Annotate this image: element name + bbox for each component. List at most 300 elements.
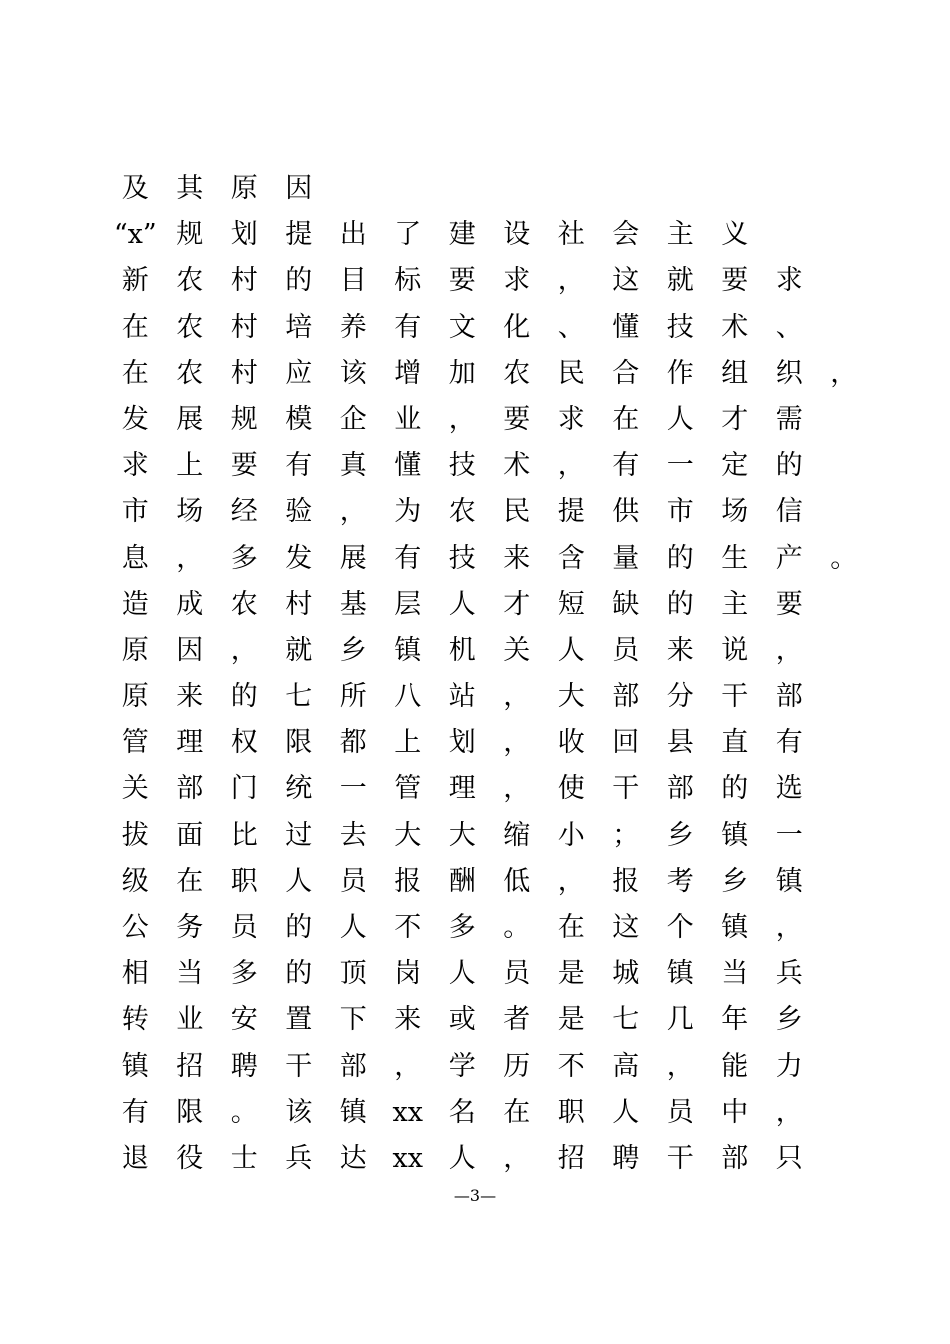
text-glyph: ， — [775, 1096, 803, 1128]
text-glyph: 义 — [721, 219, 749, 251]
text-glyph: 化 — [503, 311, 531, 343]
text-glyph: 要 — [448, 265, 476, 297]
text-glyph: 部 — [666, 773, 694, 805]
text-line — [108, 1044, 868, 1090]
text-glyph: 场 — [176, 496, 204, 528]
text-glyph: 就 — [666, 265, 694, 297]
text-glyph: 理 — [176, 727, 204, 759]
text-glyph: 中 — [721, 1096, 749, 1128]
text-glyph: 镇 — [339, 1096, 367, 1128]
text-glyph: 新 — [121, 265, 149, 297]
text-glyph: 人 — [612, 1096, 640, 1128]
text-glyph: 求 — [121, 450, 149, 482]
text-glyph: 人 — [448, 958, 476, 990]
text-glyph: 术 — [503, 450, 531, 482]
text-glyph: 在 — [121, 311, 149, 343]
text-glyph: 划 — [448, 727, 476, 759]
text-glyph: 这 — [612, 265, 640, 297]
text-line — [108, 720, 868, 766]
text-glyph: 说 — [721, 634, 749, 666]
text-glyph: 规 — [230, 403, 258, 435]
text-glyph: 八 — [394, 681, 422, 713]
text-glyph: 大 — [394, 819, 422, 851]
text-glyph: ， — [503, 1142, 531, 1174]
text-line — [108, 397, 868, 443]
text-glyph: 求 — [503, 265, 531, 297]
text-glyph: 提 — [285, 219, 313, 251]
page-number: —3— — [453, 1186, 497, 1205]
text-glyph: 是 — [557, 1004, 585, 1036]
text-glyph: 市 — [121, 496, 149, 528]
text-line — [108, 766, 868, 812]
text-glyph: 模 — [285, 403, 313, 435]
text-glyph: 技 — [448, 450, 476, 482]
text-glyph: 农 — [448, 496, 476, 528]
text-line — [108, 674, 868, 720]
text-glyph: 技 — [448, 542, 476, 574]
text-glyph: 息 — [121, 542, 149, 574]
text-glyph: 该 — [285, 1096, 313, 1128]
text-glyph: 权 — [230, 727, 258, 759]
text-glyph: ， — [448, 403, 476, 435]
text-line — [108, 443, 868, 489]
text-glyph: 都 — [339, 727, 367, 759]
text-glyph: 有 — [612, 450, 640, 482]
text-glyph: 兵 — [775, 958, 803, 990]
text-glyph: 展 — [339, 542, 367, 574]
text-glyph: 有 — [775, 727, 803, 759]
text-glyph: 大 — [448, 819, 476, 851]
text-glyph: 场 — [721, 496, 749, 528]
text-line — [108, 813, 868, 859]
text-glyph: 术 — [721, 311, 749, 343]
text-glyph: 提 — [557, 496, 585, 528]
text-glyph: 名 — [448, 1096, 476, 1128]
text-glyph: 当 — [176, 958, 204, 990]
text-glyph: 加 — [448, 357, 476, 389]
text-glyph: 镇 — [666, 958, 694, 990]
text-glyph: xx — [392, 1142, 423, 1174]
text-glyph: 在 — [176, 865, 204, 897]
text-glyph: ， — [503, 773, 531, 805]
text-glyph: 要 — [230, 450, 258, 482]
text-glyph: 才 — [721, 403, 749, 435]
text-glyph: 一 — [775, 819, 803, 851]
text-glyph: 多 — [230, 958, 258, 990]
text-glyph: 求 — [775, 265, 803, 297]
text-glyph: 经 — [230, 496, 258, 528]
text-line — [108, 166, 868, 212]
text-glyph: 干 — [721, 681, 749, 713]
text-glyph: 岗 — [394, 958, 422, 990]
text-glyph: 干 — [285, 1050, 313, 1082]
text-glyph: 部 — [775, 681, 803, 713]
text-glyph: 规 — [176, 219, 204, 251]
text-glyph: 镇 — [775, 865, 803, 897]
text-glyph: 信 — [775, 496, 803, 528]
text-glyph: 合 — [612, 357, 640, 389]
text-glyph: 因 — [176, 634, 204, 666]
text-glyph: 供 — [612, 496, 640, 528]
text-glyph: 报 — [612, 865, 640, 897]
text-glyph: 的 — [666, 542, 694, 574]
text-glyph: 员 — [230, 912, 258, 943]
text-glyph: 不 — [394, 912, 422, 943]
text-glyph: ， — [557, 450, 585, 482]
text-glyph: 发 — [285, 542, 313, 574]
text-glyph: 门 — [230, 773, 258, 805]
text-glyph: 站 — [448, 681, 476, 713]
text-line — [108, 489, 868, 535]
text-glyph: 选 — [775, 773, 803, 805]
text-glyph: ， — [557, 265, 585, 297]
text-glyph: 七 — [612, 1004, 640, 1036]
text-glyph: 镇 — [121, 1050, 149, 1082]
text-glyph: 民 — [503, 496, 531, 528]
text-glyph: ， — [830, 357, 858, 389]
text-glyph: ， — [666, 1050, 694, 1082]
text-glyph: 来 — [503, 542, 531, 574]
text-line — [108, 305, 868, 351]
text-glyph: 农 — [176, 311, 204, 343]
text-glyph: 量 — [612, 542, 640, 574]
text-glyph: 役 — [176, 1142, 204, 1174]
text-glyph: 产 — [775, 542, 803, 574]
text-glyph: ， — [394, 1050, 422, 1082]
text-glyph: 比 — [230, 819, 258, 851]
text-line — [108, 905, 868, 951]
text-glyph: 有 — [394, 311, 422, 343]
text-glyph: 了 — [394, 219, 422, 251]
text-glyph: 镇 — [721, 819, 749, 851]
text-glyph: 缺 — [612, 588, 640, 620]
text-glyph: ， — [230, 634, 258, 666]
text-glyph: 的 — [285, 912, 313, 943]
text-glyph: 建 — [448, 219, 476, 251]
text-glyph: 退 — [121, 1142, 149, 1174]
text-glyph: 民 — [557, 357, 585, 389]
text-glyph: 业 — [176, 1004, 204, 1036]
text-glyph: 在 — [557, 912, 585, 943]
text-glyph: 大 — [557, 681, 585, 713]
text-glyph: 的 — [285, 958, 313, 990]
text-glyph: ， — [503, 681, 531, 713]
text-glyph: 部 — [339, 1050, 367, 1082]
text-glyph: 来 — [394, 1004, 422, 1036]
text-glyph: 士 — [230, 1142, 258, 1174]
text-glyph: 务 — [176, 912, 204, 943]
text-glyph: 该 — [339, 357, 367, 389]
text-glyph: ， — [775, 634, 803, 666]
text-glyph: 兵 — [285, 1142, 313, 1174]
text-glyph: 增 — [394, 357, 422, 389]
text-glyph: 设 — [503, 219, 531, 251]
text-glyph: 农 — [176, 265, 204, 297]
text-glyph: 部 — [176, 773, 204, 805]
text-glyph: 农 — [176, 357, 204, 389]
text-glyph: 。 — [503, 912, 531, 943]
text-glyph: 要 — [503, 403, 531, 435]
text-glyph: 目 — [339, 265, 367, 297]
text-line — [108, 1136, 868, 1182]
text-glyph: 酬 — [448, 865, 476, 897]
text-glyph: 验 — [285, 496, 313, 528]
text-glyph: 农 — [503, 357, 531, 389]
text-glyph: 只 — [775, 1142, 803, 1174]
text-glyph: 其 — [176, 173, 204, 204]
text-glyph: 上 — [176, 450, 204, 482]
text-glyph: 高 — [612, 1050, 640, 1082]
text-glyph: 划 — [230, 219, 258, 251]
text-glyph: 员 — [666, 1096, 694, 1128]
text-glyph: 要 — [775, 588, 803, 620]
text-glyph: 低 — [503, 865, 531, 897]
text-glyph: 的 — [666, 588, 694, 620]
text-glyph: 村 — [230, 357, 258, 389]
text-glyph: 考 — [666, 865, 694, 897]
text-glyph: 过 — [285, 819, 313, 851]
text-glyph: 来 — [176, 681, 204, 713]
text-glyph: 人 — [666, 403, 694, 435]
text-glyph: 拔 — [121, 819, 149, 851]
text-glyph: 不 — [557, 1050, 585, 1082]
text-glyph: 养 — [339, 311, 367, 343]
text-glyph: ， — [339, 496, 367, 528]
text-glyph: 企 — [339, 403, 367, 435]
text-glyph: 这 — [612, 912, 640, 943]
text-glyph: 达 — [339, 1142, 367, 1174]
text-glyph: 组 — [721, 357, 749, 389]
text-glyph: 使 — [557, 773, 585, 805]
text-glyph: 农 — [230, 588, 258, 620]
text-glyph: 展 — [176, 403, 204, 435]
text-glyph: 分 — [666, 681, 694, 713]
text-glyph: 会 — [612, 219, 640, 251]
text-glyph: 村 — [230, 265, 258, 297]
text-glyph: 面 — [176, 819, 204, 851]
text-glyph: 乡 — [666, 819, 694, 851]
text-glyph: 或 — [448, 1004, 476, 1036]
text-glyph: 聘 — [230, 1050, 258, 1082]
text-glyph: 员 — [339, 865, 367, 897]
text-glyph: 职 — [230, 865, 258, 897]
text-glyph: 业 — [394, 403, 422, 435]
text-glyph: 人 — [339, 912, 367, 943]
text-glyph: 标 — [394, 265, 422, 297]
text-glyph: 管 — [121, 727, 149, 759]
text-glyph: 员 — [503, 958, 531, 990]
text-glyph: 造 — [121, 588, 149, 620]
text-line — [108, 1090, 868, 1136]
text-glyph: 报 — [394, 865, 422, 897]
text-glyph: 的 — [285, 265, 313, 297]
text-glyph: 含 — [557, 542, 585, 574]
text-glyph: 缩 — [503, 819, 531, 851]
text-line — [108, 212, 868, 258]
text-glyph: 要 — [721, 265, 749, 297]
text-glyph: 七 — [285, 681, 313, 713]
text-glyph: 主 — [721, 588, 749, 620]
text-glyph: 部 — [612, 681, 640, 713]
text-glyph: 来 — [666, 634, 694, 666]
text-glyph: 年 — [721, 1004, 749, 1036]
text-glyph: 真 — [339, 450, 367, 482]
text-glyph: 管 — [394, 773, 422, 805]
text-glyph: 收 — [557, 727, 585, 759]
text-glyph: 所 — [339, 681, 367, 713]
text-glyph: 镇 — [721, 912, 749, 943]
text-glyph: 多 — [230, 542, 258, 574]
text-glyph: 在 — [612, 403, 640, 435]
text-glyph: 上 — [394, 727, 422, 759]
text-glyph: 招 — [176, 1050, 204, 1082]
text-glyph: 、 — [557, 311, 585, 343]
text-glyph: 能 — [721, 1050, 749, 1082]
text-glyph: 懂 — [394, 450, 422, 482]
text-line — [108, 997, 868, 1043]
text-glyph: 定 — [721, 450, 749, 482]
text-glyph: 才 — [503, 588, 531, 620]
text-glyph: 人 — [285, 865, 313, 897]
text-glyph: 为 — [394, 496, 422, 528]
text-glyph: 学 — [448, 1050, 476, 1082]
text-glyph: ， — [557, 865, 585, 897]
text-line — [108, 951, 868, 997]
text-glyph: 原 — [230, 173, 258, 204]
text-glyph: 干 — [612, 773, 640, 805]
text-glyph: 短 — [557, 588, 585, 620]
text-glyph: ， — [176, 542, 204, 574]
text-glyph: 乡 — [775, 1004, 803, 1036]
text-glyph: 去 — [339, 819, 367, 851]
text-glyph: 人 — [557, 634, 585, 666]
text-glyph: 懂 — [612, 311, 640, 343]
text-glyph: 基 — [339, 588, 367, 620]
text-glyph: 员 — [612, 634, 640, 666]
text-glyph: 及 — [121, 173, 149, 204]
body-text — [108, 166, 868, 1182]
text-glyph: 乡 — [339, 634, 367, 666]
text-glyph: 。 — [230, 1096, 258, 1128]
text-glyph: 多 — [448, 912, 476, 943]
text-glyph: 职 — [557, 1096, 585, 1128]
text-glyph: 者 — [503, 1004, 531, 1036]
text-glyph: 有 — [394, 542, 422, 574]
text-glyph: 的 — [721, 773, 749, 805]
text-glyph: 主 — [666, 219, 694, 251]
text-glyph: 在 — [503, 1096, 531, 1128]
text-glyph: 相 — [121, 958, 149, 990]
text-glyph: 层 — [394, 588, 422, 620]
text-glyph: 机 — [448, 634, 476, 666]
text-glyph: 一 — [666, 450, 694, 482]
text-glyph: “x” — [113, 219, 157, 251]
text-glyph: 理 — [448, 773, 476, 805]
text-glyph: 几 — [666, 1004, 694, 1036]
text-glyph: 小 — [557, 819, 585, 851]
text-glyph: 市 — [666, 496, 694, 528]
text-glyph: 回 — [612, 727, 640, 759]
text-glyph: 需 — [775, 403, 803, 435]
text-glyph: 顶 — [339, 958, 367, 990]
text-glyph: 部 — [721, 1142, 749, 1174]
text-line — [108, 351, 868, 397]
text-glyph: 人 — [448, 588, 476, 620]
text-glyph: 织 — [775, 357, 803, 389]
text-glyph: 城 — [612, 958, 640, 990]
text-glyph: 。 — [830, 542, 858, 574]
text-glyph: 直 — [721, 727, 749, 759]
text-glyph: 有 — [285, 450, 313, 482]
text-glyph: 应 — [285, 357, 313, 389]
text-glyph: 是 — [557, 958, 585, 990]
text-glyph: 一 — [339, 773, 367, 805]
text-glyph: 因 — [285, 173, 313, 204]
text-glyph: 力 — [775, 1050, 803, 1082]
text-glyph: ； — [612, 819, 640, 851]
text-glyph: 的 — [775, 450, 803, 482]
text-glyph: 有 — [121, 1096, 149, 1128]
text-glyph: 培 — [285, 311, 313, 343]
text-line — [108, 628, 868, 674]
text-glyph: 人 — [448, 1142, 476, 1174]
text-glyph: 、 — [775, 311, 803, 343]
text-glyph: 关 — [503, 634, 531, 666]
text-glyph: 统 — [285, 773, 313, 805]
text-line — [108, 859, 868, 905]
text-glyph: 聘 — [612, 1142, 640, 1174]
text-glyph: 文 — [448, 311, 476, 343]
text-glyph: 原 — [121, 634, 149, 666]
text-glyph: 招 — [557, 1142, 585, 1174]
text-glyph: 作 — [666, 357, 694, 389]
text-glyph: 出 — [339, 219, 367, 251]
text-glyph: 关 — [121, 773, 149, 805]
text-glyph: 县 — [666, 727, 694, 759]
text-glyph: 置 — [285, 1004, 313, 1036]
text-glyph: 级 — [121, 865, 149, 897]
text-glyph: 历 — [503, 1050, 531, 1082]
text-glyph: xx — [392, 1096, 423, 1128]
text-glyph: 个 — [666, 912, 694, 943]
text-glyph: 乡 — [721, 865, 749, 897]
text-glyph: 村 — [230, 311, 258, 343]
text-glyph: 镇 — [394, 634, 422, 666]
text-glyph: 安 — [230, 1004, 258, 1036]
text-line — [108, 536, 868, 582]
text-glyph: 转 — [121, 1004, 149, 1036]
text-line — [108, 582, 868, 628]
text-glyph: 公 — [121, 912, 149, 943]
text-glyph: 的 — [230, 681, 258, 713]
text-glyph: 求 — [557, 403, 585, 435]
text-glyph: 就 — [285, 634, 313, 666]
text-glyph: ， — [503, 727, 531, 759]
text-glyph: ， — [775, 912, 803, 943]
text-glyph: 限 — [285, 727, 313, 759]
text-glyph: 限 — [176, 1096, 204, 1128]
text-glyph: 社 — [557, 219, 585, 251]
text-glyph: 生 — [721, 542, 749, 574]
text-glyph: 村 — [285, 588, 313, 620]
text-glyph: 干 — [666, 1142, 694, 1174]
text-glyph: 发 — [121, 403, 149, 435]
text-glyph: 技 — [666, 311, 694, 343]
text-line — [108, 258, 868, 304]
text-glyph: 下 — [339, 1004, 367, 1036]
text-glyph: 在 — [121, 357, 149, 389]
text-glyph: 原 — [121, 681, 149, 713]
